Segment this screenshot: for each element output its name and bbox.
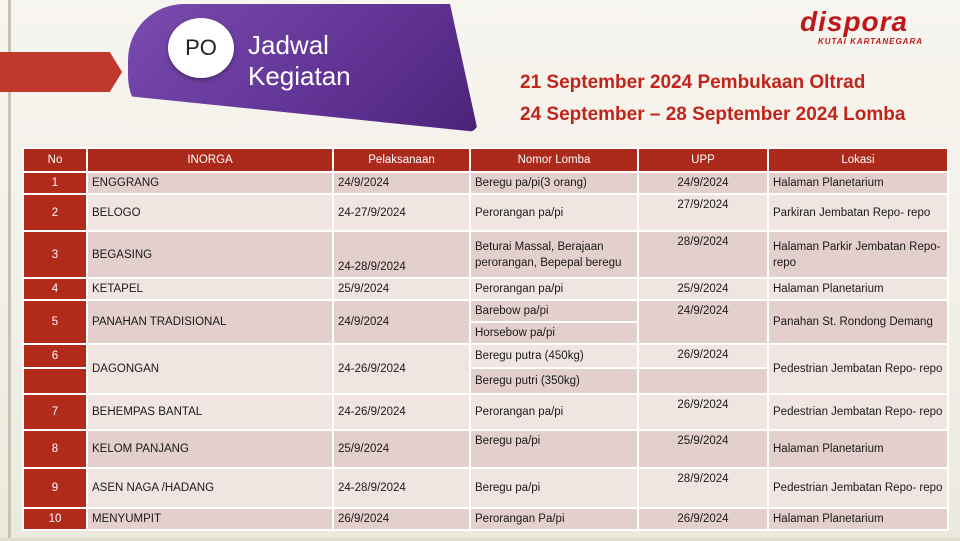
cell-lokasi: Panahan St. Rondong Demang (768, 300, 948, 344)
cell-lokasi: Pedestrian Jembatan Repo- repo (768, 394, 948, 430)
table-row (23, 508, 948, 530)
page-title (248, 30, 351, 92)
header-upp: UPP (638, 148, 768, 172)
headline-opening: 21 September 2024 Pembukaan Oltrad (520, 72, 866, 93)
row-number: 9 (23, 468, 87, 508)
cell-inorga: BEGASING (87, 231, 333, 278)
cell-inorga: DAGONGAN (87, 344, 333, 394)
table-row (23, 344, 948, 368)
row-number: 6 (23, 344, 87, 368)
row-number: 7 (23, 394, 87, 430)
cell-lokasi: Halaman Parkir Jembatan Repo- repo (768, 231, 948, 278)
table-row (23, 394, 948, 430)
cell-upp: 26/9/2024 (638, 394, 768, 430)
cell-nomor-lomba: Perorangan pa/pi (470, 394, 638, 430)
cell-lokasi: Parkiran Jembatan Repo- repo (768, 194, 948, 231)
cell-nomor-lomba: Perorangan pa/pi (470, 194, 638, 231)
cell-pelaksanaan: 24-28/9/2024 (333, 231, 470, 278)
cell-upp: 25/9/2024 (638, 430, 768, 468)
cell-nomor-lomba: Beregu putri (350kg) (470, 368, 638, 394)
cell-nomor-lomba: Perorangan pa/pi (470, 278, 638, 300)
cell-pelaksanaan: 25/9/2024 (333, 278, 470, 300)
cell-inorga: PANAHAN TRADISIONAL (87, 300, 333, 344)
cell-inorga: BELOGO (87, 194, 333, 231)
po-badge: PO (168, 18, 234, 78)
cell-nomor-lomba: Beregu pa/pi (470, 430, 638, 468)
cell-nomor-lomba: Beturai Massal, Berajaan perorangan, Bepepal beregu (470, 231, 638, 278)
cell-nomor-lomba: Barebow pa/pi (470, 300, 638, 322)
cell-nomor-lomba: Beregu pa/pi(3 orang) (470, 172, 638, 194)
schedule-table (22, 147, 949, 531)
header-nomor-lomba: Nomor Lomba (470, 148, 638, 172)
headline-competition: 24 September – 28 September 2024 Lomba (520, 104, 906, 125)
row-number: 10 (23, 508, 87, 530)
cell-upp: 27/9/2024 (638, 194, 768, 231)
cell-inorga: MENYUMPIT (87, 508, 333, 530)
row-number: 2 (23, 194, 87, 231)
cell-lokasi: Halaman Planetarium (768, 430, 948, 468)
logo-main-text: dispora (800, 6, 909, 37)
cell-upp: 26/9/2024 (638, 508, 768, 530)
cell-lokasi: Halaman Planetarium (768, 278, 948, 300)
page-title-line1: Jadwal (248, 30, 329, 60)
table-row (23, 430, 948, 468)
cell-nomor-lomba: Perorangan Pa/pi (470, 508, 638, 530)
table-row (23, 300, 948, 322)
table-row (23, 172, 948, 194)
cell-upp: 26/9/2024 (638, 344, 768, 368)
cell-pelaksanaan: 24-27/9/2024 (333, 194, 470, 231)
cell-inorga: KETAPEL (87, 278, 333, 300)
red-arrow-shape (0, 52, 122, 92)
table-row (23, 278, 948, 300)
logo-sub-text: KUTAI KARTANEGARA (818, 37, 923, 46)
cell-upp: 28/9/2024 (638, 231, 768, 278)
cell-pelaksanaan: 24/9/2024 (333, 172, 470, 194)
cell-lokasi: Pedestrian Jembatan Repo- repo (768, 344, 948, 394)
cell-pelaksanaan: 24/9/2024 (333, 300, 470, 344)
cell-lokasi: Halaman Planetarium (768, 508, 948, 530)
cell-lokasi: Halaman Planetarium (768, 172, 948, 194)
cell-inorga: ENGGRANG (87, 172, 333, 194)
row-number: 8 (23, 430, 87, 468)
cell-pelaksanaan: 25/9/2024 (333, 430, 470, 468)
cell-pelaksanaan: 24-26/9/2024 (333, 394, 470, 430)
cell-upp: 25/9/2024 (638, 278, 768, 300)
header-inorga: INORGA (87, 148, 333, 172)
row-number: 3 (23, 231, 87, 278)
table-row (23, 231, 948, 278)
cell-lokasi: Pedestrian Jembatan Repo- repo (768, 468, 948, 508)
row-number-empty (23, 368, 87, 394)
cell-upp: 28/9/2024 (638, 468, 768, 508)
cell-inorga: ASEN NAGA /HADANG (87, 468, 333, 508)
cell-nomor-lomba: Horsebow pa/pi (470, 322, 638, 344)
cell-inorga: BEHEMPAS BANTAL (87, 394, 333, 430)
cell-pelaksanaan: 24-26/9/2024 (333, 344, 470, 394)
row-number: 5 (23, 300, 87, 344)
cell-pelaksanaan: 24-28/9/2024 (333, 468, 470, 508)
dispora-logo (800, 6, 948, 46)
cell-upp-empty (638, 368, 768, 394)
cell-upp: 24/9/2024 (638, 300, 768, 344)
header-lokasi: Lokasi (768, 148, 948, 172)
table-row (23, 468, 948, 508)
table-row (23, 194, 948, 231)
table-header-row (23, 148, 948, 172)
row-number: 1 (23, 172, 87, 194)
page-title-line2: Kegiatan (248, 61, 351, 91)
header-no: No (23, 148, 87, 172)
cell-upp: 24/9/2024 (638, 172, 768, 194)
cell-nomor-lomba: Beregu pa/pi (470, 468, 638, 508)
cell-inorga: KELOM PANJANG (87, 430, 333, 468)
header-pelaksanaan: Pelaksanaan (333, 148, 470, 172)
cell-nomor-lomba: Beregu putra (450kg) (470, 344, 638, 368)
cell-pelaksanaan: 26/9/2024 (333, 508, 470, 530)
row-number: 4 (23, 278, 87, 300)
